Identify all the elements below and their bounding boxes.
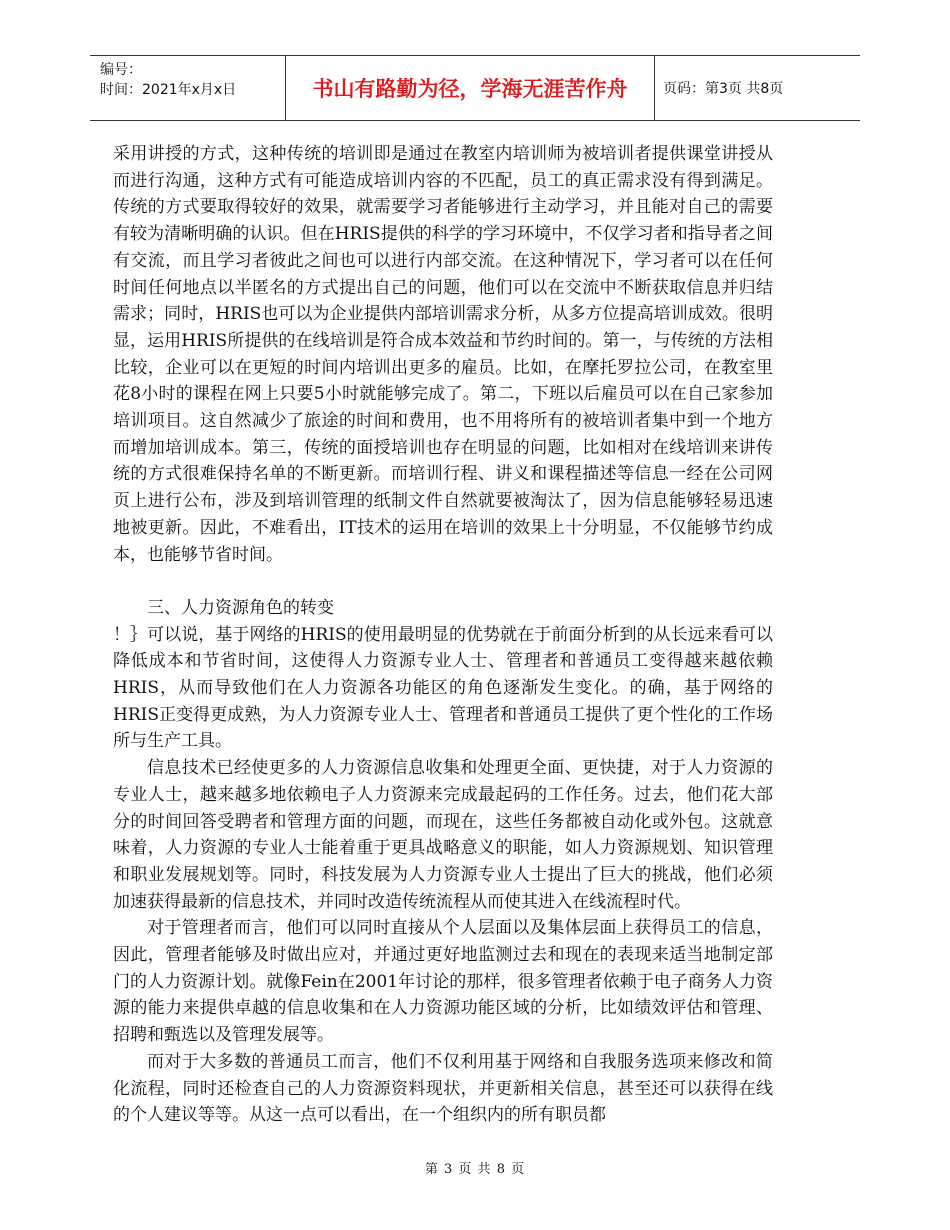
header-motto: 书山有路勤为径，学海无涯苦作舟 [285,56,655,120]
body-paragraph: 信息技术已经使更多的人力资源信息收集和处理更全面、更快捷，对于人力资源的专业人士，越来越多地依赖电子人力资源来完成最起码的工作任务。过去，他们花大部分的时间回答受聘者和管理方面的问题，而现在，这些任务都被自动化或外包。这就意味着，人力资源的专业人士能着重于更具战略意义的职能，如人力资源规划、知识管理和职业发展规划等。同时，科技发展为人力资源专业人士提出了巨大的挑战，他们必须加速获得最新的信息技术，并同时改造传统流程从而使其进入在线流程时代。 [113,758,773,912]
body-paragraph: 采用讲授的方式，这种传统的培训即是通过在教室内培训师为被培训者提供课堂讲授从而进行沟通，这种方式有可能造成培训内容的不匹配，员工的真正需求没有得到满足。传统的方式要取得较好的效果，就需要学习者能够进行主动学习，并且能对自己的需要有较为清晰明确的认识。但在HRIS提供的科学的学习环境中，不仅学习者和指导者之间有交流，而且学习者彼此之间也可以进行内部交流。在这种情况下，学习者可以在任何时间任何地点以半匿名的方式提出自己的问题，他们可以在交流中不断获取信息并归结需求；同时，HRIS也可以为企业提供内部培训需求分析，从多方位提高培训成效。很明显，运用HRIS所提供的在线培训是符合成本效益和节约时间的。第一，与传统的方法相比较，企业可以在更短的时间内培训出更多的雇员。比如，在摩托罗拉公司，在教室里花8小时的课程在网上只要5小时就能够完成了。第二，下班以后雇员可以在自己家参加培训项目。这自然减少了旅途的时间和费用，也不用将所有的被培训者集中到一个地方而增加培训成本。第三，传统的面授培训也存在明显的问题，比如相对在线培训来讲传统的方式很难保持名单的不断更新。而培训行程、讲义和课程描述等信息一经在公司网页上进行公布，涉及到培训管理的纸制文件自然就要被淘汰了，因为信息能够轻易迅速地被更新。因此，不难看出，IT技术的运用在培训的效果上十分明显，不仅能够节约成本，也能够节省时间。 [113,144,773,565]
header-page-info: 页码：第3页 共8页 [663,81,784,97]
header-meta [90,56,285,120]
body-paragraph: 对于管理者而言，他们可以同时直接从个人层面以及集体层面上获得员工的信息，因此，管理者能够及时做出应对，并通过更好地监测过去和现在的表现来适当地制定部门的人力资源计划。就像Fein在2001年讨论的那样，很多管理者依赖于电子商务人力资源的能力来提供卓越的信息收集和在人力资源功能区域的分析，比如绩效评估和管理、招聘和甄选以及管理发展等。 [113,918,773,1046]
section-heading: 三、人力资源角色的转变 [147,597,334,618]
page-header [90,55,860,121]
body-paragraph: ！｝可以说，基于网络的HRIS的使用最明显的优势就在于前面分析到的从长远来看可以降低成本和节省时间，这使得人力资源专业人士、管理者和普通员工变得越来越依赖HRIS，从而导致他们在人力资源各功能区的角色逐渐发生变化。的确，基于网络的HRIS正变得更成熟，为人力资源专业人士、管理者和普通员工提供了更个性化的工作场所与生产工具。 [113,624,773,752]
body-paragraph: 而对于大多数的普通员工而言，他们不仅利用基于网络和自我服务选项来修改和简化流程，同时还检查自己的人力资源资料现状，并更新相关信息，甚至还可以获得在线的个人建议等等。从这一点可以看出，在一个组织内的所有职员都 [113,1051,773,1126]
page-footer: 第 3 页 共 8 页 [424,1162,526,1177]
document-number-label: 编号： [100,62,142,78]
document-body [113,141,773,1129]
document-date: 时间：2021年x月x日 [100,82,237,98]
